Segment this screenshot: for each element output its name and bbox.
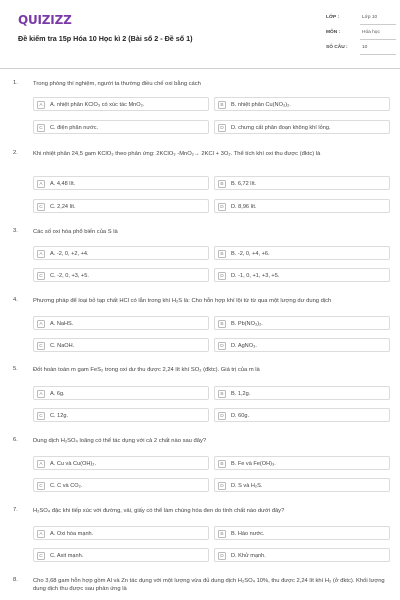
option-letter-box: A (37, 250, 45, 258)
option-letter-box: D (218, 272, 226, 280)
question-text: Đốt hoàn toàn m gam FeS₂ trong oxi dư thu được 2,24 lít khí SO₂ (đktc). Giá trị của m là (33, 367, 260, 373)
question-text: Cho 3,68 gam hỗn hợp gồm Al và Zn tác dụng với một lượng vừa đủ dung dịch H₂SO₄ 10%, thu được 2,24 lít khí H₂ (ở đktc). Khối lượng dung dịch thu được sau phản ứng là (33, 578, 385, 592)
option-text: D. chưng cất phân đoạn không khí lỏng. (231, 124, 331, 131)
meta-subject-value: Hóa học (362, 30, 380, 35)
option-letter-box: A (37, 460, 45, 468)
question-number: 8. (13, 577, 18, 583)
option-letter-box: D (218, 412, 226, 420)
option-b[interactable] (214, 386, 390, 400)
worksheet-header (0, 0, 400, 66)
option-letter-box: B (218, 180, 226, 188)
meta-count-value: 10 (362, 45, 368, 50)
option-a[interactable] (33, 386, 209, 400)
option-letter-box: C (37, 124, 45, 132)
option-a[interactable] (33, 526, 209, 540)
option-letter-box: D (218, 203, 226, 211)
option-text: C. 2,24 lít. (50, 203, 76, 210)
option-text: B. -2, 0, +4, +6. (231, 250, 270, 257)
option-text: C. -2, 0, +3, +5. (50, 272, 89, 279)
option-letter-box: B (218, 390, 226, 398)
option-c[interactable] (33, 199, 209, 213)
option-b[interactable] (214, 176, 390, 190)
option-b[interactable] (214, 456, 390, 470)
option-text: B. Fe và Fe(OH)₃. (231, 460, 276, 467)
question-number: 3. (13, 228, 18, 234)
option-letter-box: B (218, 250, 226, 258)
question-number: 1. (13, 80, 18, 86)
question-text: Phương pháp để loại bỏ tạp chất HCl có lẫn trong khí H₂S là: Cho hỗn hợp khí lội từ từ qua một lượng dư dung dịch (33, 298, 332, 304)
option-letter-box: A (37, 390, 45, 398)
option-letter-box: B (218, 101, 226, 109)
option-letter-box: B (218, 460, 226, 468)
option-text: C. C và CO₂. (50, 482, 83, 489)
option-text: A. 4,48 lít. (50, 180, 76, 187)
option-text: D. S và H₂S. (231, 482, 263, 489)
option-letter-box: C (37, 203, 45, 211)
meta-class-label: LỚP : (326, 15, 340, 20)
option-letter-box: B (218, 320, 226, 328)
option-text: A. NaHS. (50, 320, 74, 327)
option-text: D. Khử mạnh. (231, 552, 266, 559)
option-letter-box: C (37, 342, 45, 350)
option-a[interactable] (33, 246, 209, 260)
option-text: C. NaOH. (50, 342, 75, 349)
option-b[interactable] (214, 97, 390, 111)
option-text: A. 6g. (50, 390, 65, 397)
option-b[interactable] (214, 316, 390, 330)
option-text: C. điện phân nước. (50, 124, 99, 131)
option-c[interactable] (33, 478, 209, 492)
option-text: A. nhiệt phân KClO₃ có xúc tác MnO₂. (50, 101, 145, 108)
quizizz-logo: QUIZIZZ (18, 13, 72, 27)
option-a[interactable] (33, 316, 209, 330)
option-a[interactable] (33, 456, 209, 470)
option-letter-box: D (218, 552, 226, 560)
option-text: C. Axit mạnh. (50, 552, 84, 559)
option-text: A. Oxi hóa mạnh. (50, 530, 94, 537)
worksheet-title: Đề kiểm tra 15p Hóa 10 Học kì 2 (Bài số 2 - Đề số 1) (18, 34, 193, 43)
option-text: D. AgNO₃. (231, 342, 257, 349)
option-text: D. 60g. (231, 412, 250, 419)
option-text: D. -1, 0, +1, +3, +5. (231, 272, 280, 279)
option-text: B. Háo nước. (231, 530, 265, 537)
option-letter-box: B (218, 530, 226, 538)
question-text: H₂SO₄ đặc khi tiếp xúc với đường, vải, giấy có thể làm chúng hóa đen do tính chất nào dưới đây? (33, 508, 285, 514)
option-text: B. nhiệt phân Cu(NO₃)₂. (231, 101, 291, 108)
option-d[interactable] (214, 120, 390, 134)
option-c[interactable] (33, 268, 209, 282)
option-c[interactable] (33, 548, 209, 562)
option-text: D. 8,96 lít. (231, 203, 257, 210)
option-letter-box: A (37, 530, 45, 538)
option-letter-box: C (37, 412, 45, 420)
option-a[interactable] (33, 97, 209, 111)
option-c[interactable] (33, 408, 209, 422)
option-text: C. 12g. (50, 412, 69, 419)
header-divider (0, 68, 400, 69)
option-d[interactable] (214, 548, 390, 562)
option-text: A. Cu và Cu(OH)₂. (50, 460, 96, 467)
option-letter-box: C (37, 482, 45, 490)
option-letter-box: A (37, 180, 45, 188)
option-letter-box: A (37, 320, 45, 328)
question-text: Các số oxi hóa phổ biến của S là (33, 229, 118, 235)
meta-class (326, 13, 396, 25)
question-number: 2. (13, 150, 18, 156)
option-d[interactable] (214, 268, 390, 282)
question-number: 4. (13, 297, 18, 303)
option-d[interactable] (214, 199, 390, 213)
option-b[interactable] (214, 246, 390, 260)
meta-subject-label: MÔN : (326, 30, 341, 35)
question-text: Trong phòng thí nghiệm, người ta thường điều chế oxi bằng cách (33, 81, 201, 87)
option-d[interactable] (214, 478, 390, 492)
option-text: B. Pb(NO₃)₂. (231, 320, 263, 327)
option-letter-box: C (37, 272, 45, 280)
question-number: 5. (13, 366, 18, 372)
question-number: 7. (13, 507, 18, 513)
question-text: Khi nhiệt phân 24,5 gam KClO₃ theo phản ứng: 2KClO₃ -MnO₂→ 2KCl + 3O₂. Thể tích khí oxi thu được (đktc) là (33, 151, 321, 157)
option-letter-box: D (218, 342, 226, 350)
meta-class-value: Lớp 10 (362, 15, 378, 20)
option-letter-box: A (37, 101, 45, 109)
option-d[interactable] (214, 338, 390, 352)
option-text: B. 1,2g. (231, 390, 251, 397)
question-text: Dung dịch H₂SO₄ loãng có thể tác dụng với cả 2 chất nào sau đây? (33, 438, 207, 444)
option-b[interactable] (214, 526, 390, 540)
option-letter-box: D (218, 482, 226, 490)
option-c[interactable] (33, 120, 209, 134)
option-letter-box: D (218, 124, 226, 132)
option-a[interactable] (33, 176, 209, 190)
question-number: 6. (13, 437, 18, 443)
meta-subject (326, 28, 396, 40)
option-letter-box: C (37, 552, 45, 560)
option-c[interactable] (33, 338, 209, 352)
option-text: A. -2, 0, +2, +4. (50, 250, 89, 257)
meta-question-count (326, 43, 396, 55)
option-text: B. 6,72 lít. (231, 180, 257, 187)
option-d[interactable] (214, 408, 390, 422)
meta-count-label: SỐ CÂU : (326, 45, 348, 50)
